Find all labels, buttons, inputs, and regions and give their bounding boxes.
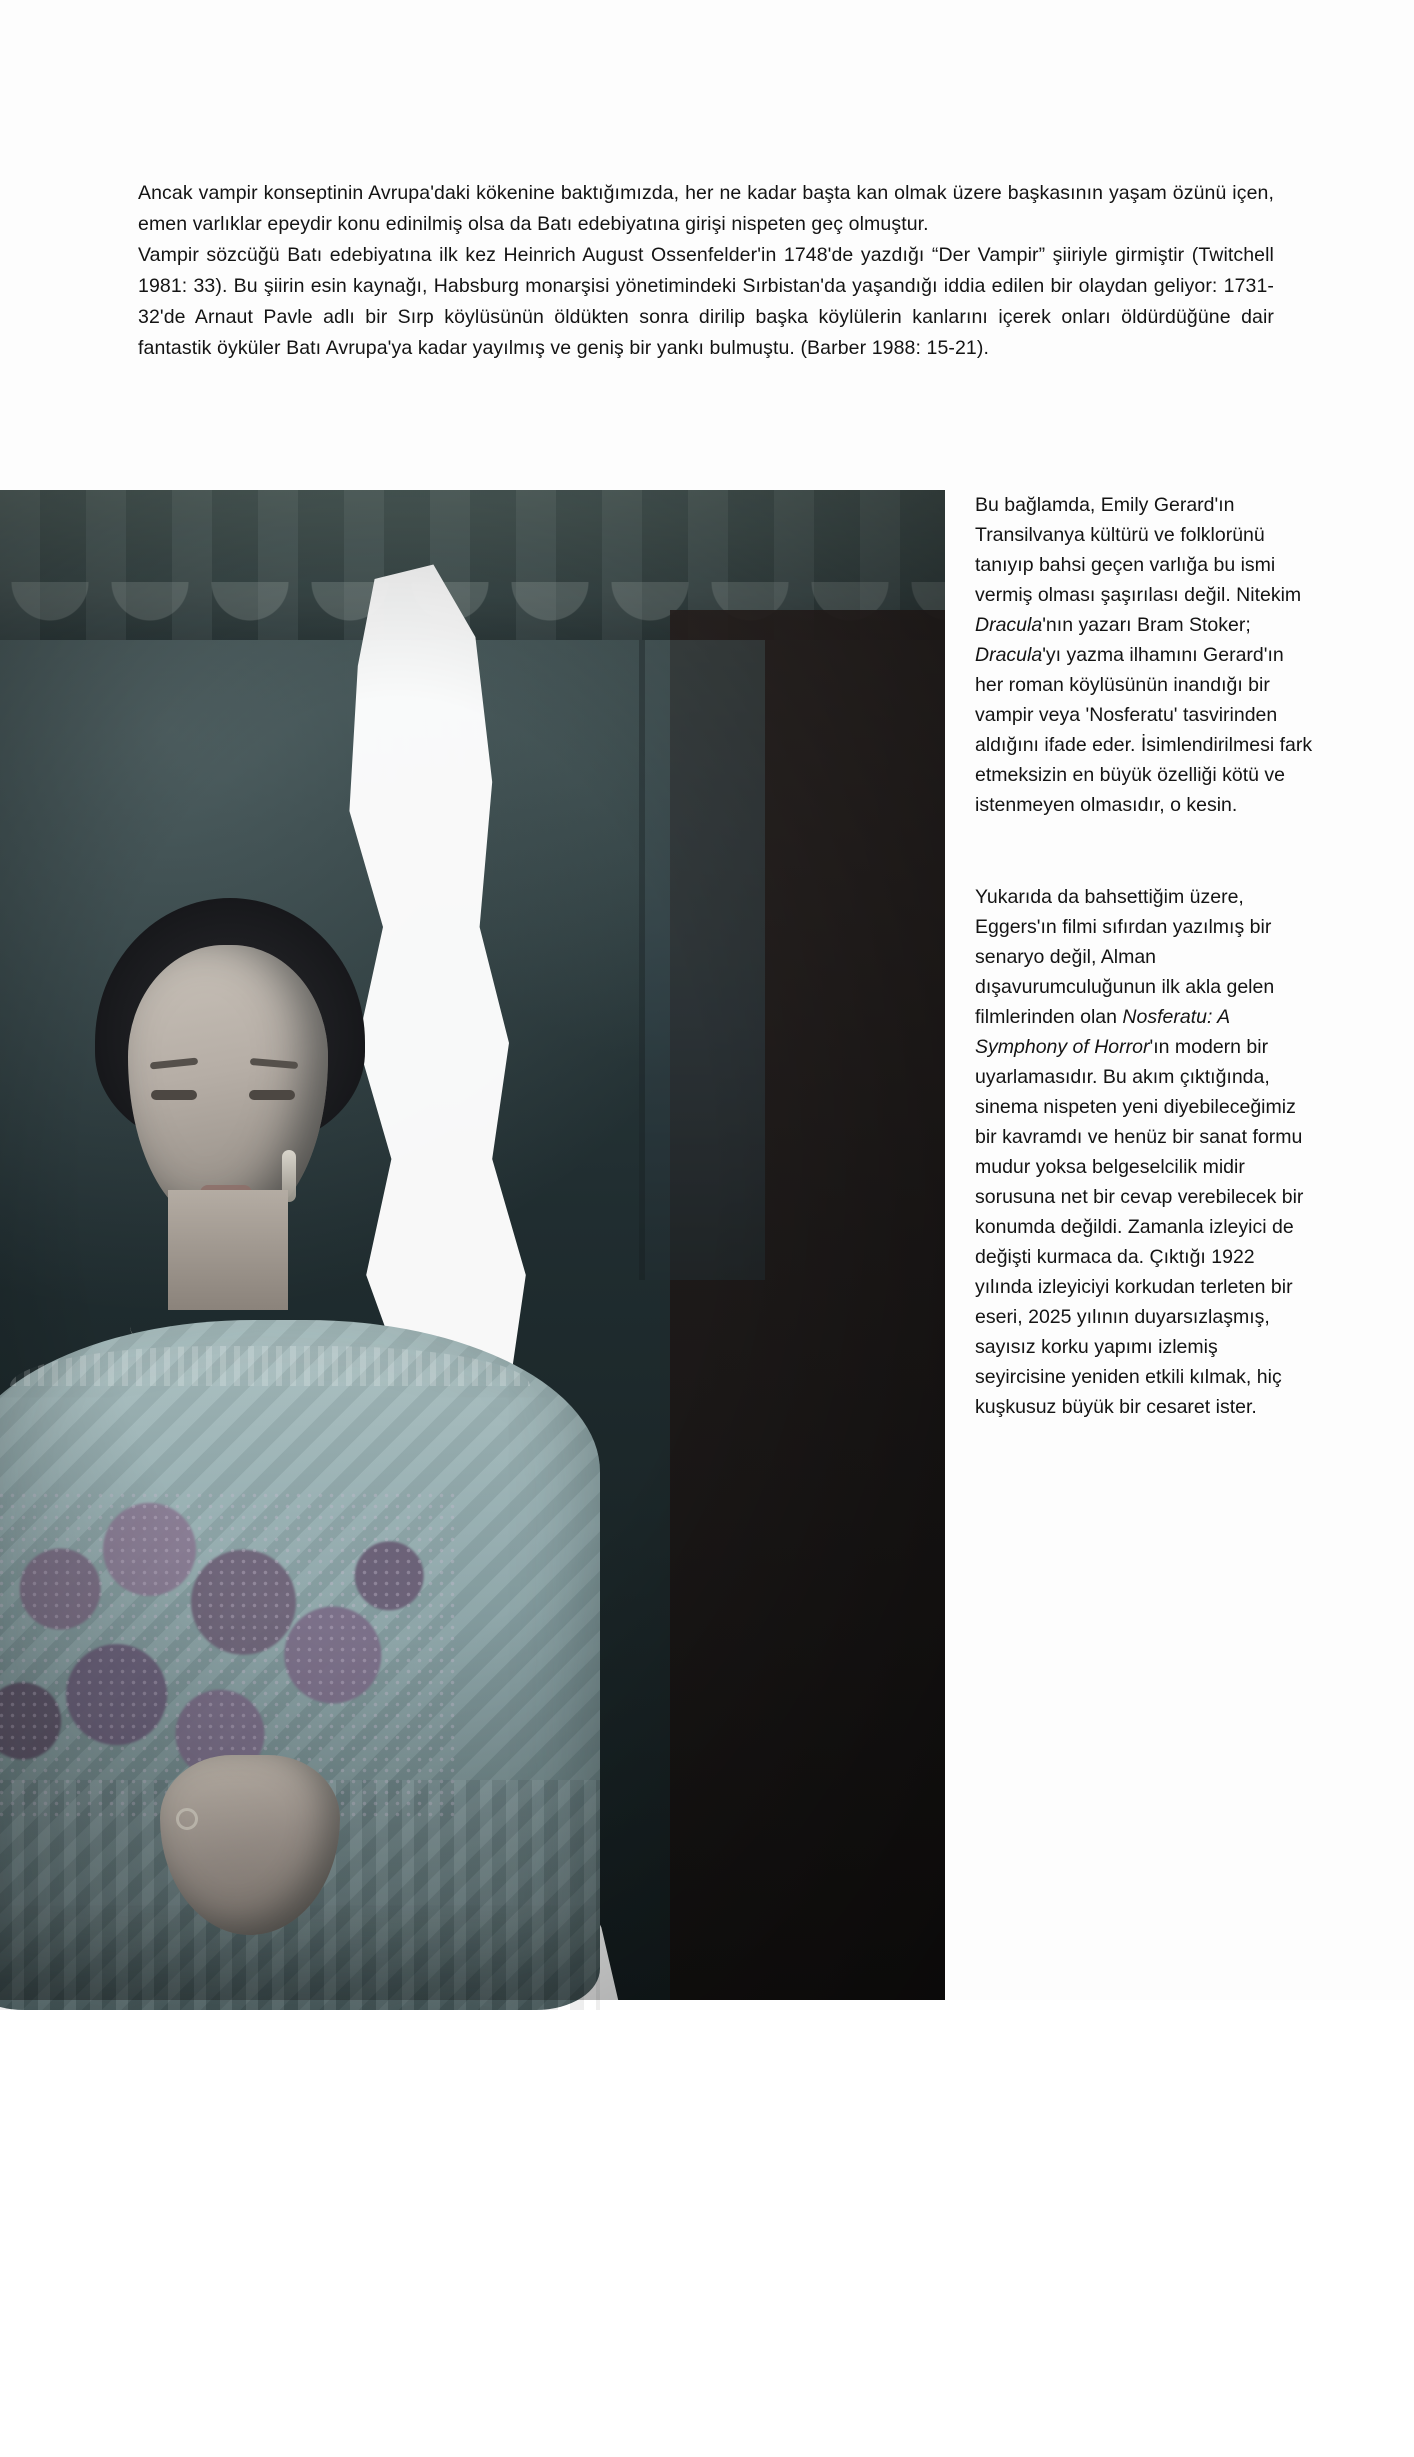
side-p2-italic-1: Nosferatu: A Symphony of Horror — [975, 1006, 1230, 1058]
side-p1-text-2: 'nın yazarı Bram Stoker; — [1042, 614, 1251, 636]
side-p2-text-2: 'ın modern bir uyarlamasıdır. Bu akım çıktığında, sinema nispeten yeni diyebileceğimiz bir kavramdı ve henüz bir sanat formu mudur yoksa belgeselcilik midir sorusuna net bir cevap verebilecek bir konumda değildi. Zamanla izleyici de değişti kurmaca da. Çıktığı 1922 yılında izleyiciyi korkudan terleten bir eseri, 2025 yılının duyarsızlaşmış, sayısız korku yapımı izlemiş seyircisine yeniden etkili kılmak, hiç kuşkusuz büyük bir cesaret ister. — [975, 1036, 1304, 1418]
side-paragraph-1 — [975, 490, 1313, 820]
side-p1-italic-1: Dracula — [975, 614, 1043, 636]
paragraph-2: Vampir sözcüğü Batı edebiyatına ilk kez Heinrich August Ossenfelder'in 1748'de yazdığı “Der Vampir” şiiriyle girmiştir (Twitchell 1981: 33). Bu şiirin esin kaynağı, Habsburg monarşisi yönetimindeki Sırbistan'da yaşandığı iddia edilen bir olaydan geliyor: 1731-32'de Arnaut Pavle adlı bir Sırp köylüsünün öldükten sonra dirilip başka köylülerin kanlarını içerek onları öldürdüğüne dair fantastik öyküler Batı Avrupa'ya kadar yayılmış ve geniş bir yankı bulmuştu. (Barber 1988: 15-21). — [138, 244, 1274, 359]
image-figure-woman — [0, 490, 945, 2000]
side-paragraph-2 — [975, 882, 1313, 1422]
side-column — [975, 490, 1313, 1422]
side-column-spacer — [975, 820, 1313, 882]
side-p1-text-1: Bu bağlamda, Emily Gerard'ın Transilvanya kültürü ve folklorünü tanıyıp bahsi geçen varlığa bu ismi vermiş olması şaşırılası değil. Nitekim — [975, 494, 1302, 606]
figure-eye-right — [249, 1090, 295, 1100]
figure-face — [128, 945, 328, 1225]
figure-ring — [176, 1808, 198, 1830]
top-text-block — [138, 178, 1274, 364]
film-still-image — [0, 490, 945, 2456]
side-p1-italic-2: Dracula — [975, 644, 1043, 666]
figure-eye-left — [151, 1090, 197, 1100]
side-p1-text-3: 'yı yazma ilhamını Gerard'ın her roman köylüsünün inandığı bir vampir veya 'Nosferatu' tasvirinden aldığını ifade eder. İsimlendirilmesi fark etmeksizin en büyük özelliği kötü ve istenmeyen olmasıdır, o kesin. — [975, 644, 1313, 816]
paragraph-1: Ancak vampir konseptinin Avrupa'daki kökenine baktığımızda, her ne kadar başta kan olmak üzere başkasının yaşam özünü içen, emen varlıklar epeydir konu edinilmiş olsa da Batı edebiyatına girişi nispeten geç olmuştur. — [138, 182, 1274, 235]
page-number: 12 — [703, 2425, 737, 2456]
side-p2-text-1: Yukarıda da bahsettiğim üzere, Eggers'ın filmi sıfırdan yazılmış bir senaryo değil, Alman dışavurumculuğunun ilk akla gelen filmlerinden olan — [975, 886, 1275, 1028]
